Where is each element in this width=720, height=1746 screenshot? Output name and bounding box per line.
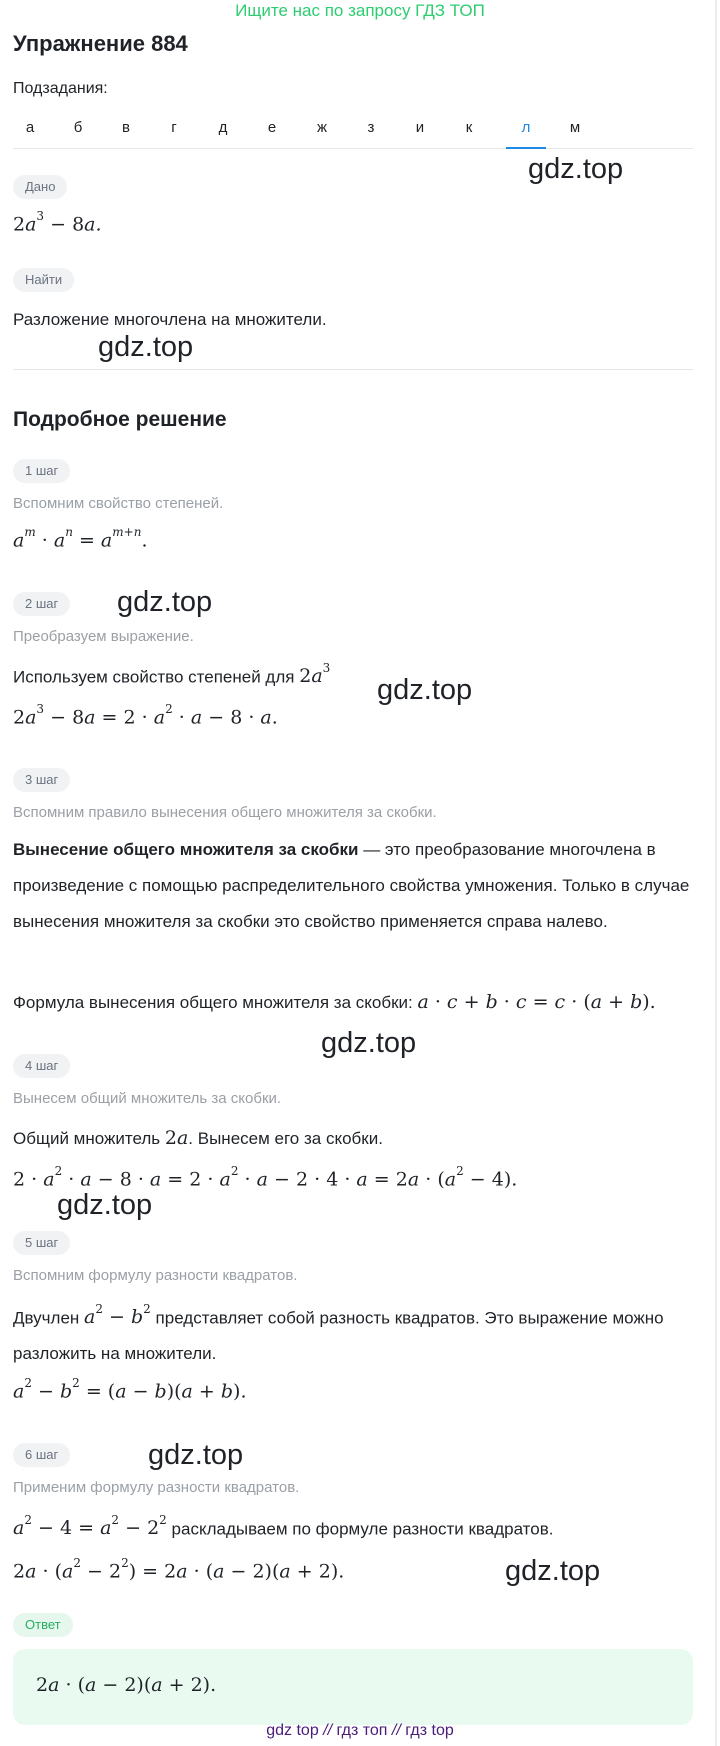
step-4-text-a: Общий множитель xyxy=(13,1129,161,1148)
step-3-term: Вынесение общего множителя за скобки xyxy=(13,840,359,859)
footer-separator: // xyxy=(391,1722,401,1739)
tab-d[interactable]: д xyxy=(218,119,228,136)
tab-g[interactable]: г xyxy=(171,119,177,136)
answer-pill: Ответ xyxy=(13,1613,73,1637)
step-6-hint: Применим формулу разности квадратов. xyxy=(13,1479,300,1496)
step-4-text xyxy=(13,1127,383,1149)
step-5-inline-math: $a^2 - b^2$ xyxy=(84,1302,151,1329)
step-6-formula: $2a \cdot (a^2 - 2^2) = 2a \cdot (a - 2)(a + 2)$. xyxy=(13,1556,345,1583)
step-2-inline-math: $2a^3$ xyxy=(299,661,331,688)
step-4-inline-math: 2a xyxy=(164,1127,189,1149)
step-5-formula: $a^2 - b^2 = (a - b)(a + b)$. xyxy=(13,1376,247,1403)
watermark: gdz.top xyxy=(148,1439,244,1471)
step-6-inline-math: $a^2 - 4 = a^2 - 2^2$ xyxy=(13,1513,167,1540)
watermark: gdz.top xyxy=(377,674,473,706)
answer-formula: 2a · (a − 2)(a + 2). xyxy=(36,1674,217,1696)
step-2-formula: $2a^3 - 8a = 2 \cdot a^2 \cdot a - 8 \cdot a$. xyxy=(13,702,278,729)
find-text: Разложение многочлена на множители. xyxy=(13,310,327,329)
search-banner[interactable]: Ищите нас по запросу ГДЗ ТОП xyxy=(235,1,485,20)
tab-i[interactable]: и xyxy=(415,119,425,136)
step-3-formula: a · c + b · c = c · (a + b). xyxy=(417,991,656,1013)
divider xyxy=(13,369,693,370)
step-2-hint: Преобразуем выражение. xyxy=(13,628,194,645)
subtask-tabs xyxy=(13,117,693,149)
watermark: gdz.top xyxy=(321,1027,417,1059)
step-3-hint: Вспомним правило вынесения общего множителя за скобки. xyxy=(13,804,437,821)
page-title: Упражнение 884 xyxy=(13,31,188,56)
tab-v[interactable]: в xyxy=(122,119,130,136)
step-3-definition xyxy=(13,832,693,940)
step-1-formula: $a^m \cdot a^n = a^{m+n}$. xyxy=(13,525,148,552)
step-1-hint: Вспомним свойство степеней. xyxy=(13,495,224,512)
step-5-text-a: Двучлен xyxy=(13,1308,80,1328)
tab-k[interactable]: к xyxy=(465,119,473,136)
step-6-text xyxy=(13,1513,554,1540)
tab-b[interactable]: б xyxy=(73,119,83,136)
step-2-text-label: Используем свойство степеней для xyxy=(13,667,295,687)
watermark: gdz.top xyxy=(528,153,624,185)
step-2-text xyxy=(13,661,331,688)
step-3-pill: 3 шаг xyxy=(13,768,70,792)
step-4-text-b: . Вынесем его за скобки. xyxy=(188,1129,383,1148)
scrollbar[interactable] xyxy=(715,0,717,1746)
subtasks-label: Подзадания: xyxy=(13,80,108,97)
given-pill: Дано xyxy=(13,175,67,199)
step-3-definition-text: — это преобразование многочлена в произведение с помощью распределительного свойства умножения. Только в случае вынесения множителя за скобки это свойство применяется справа налево. xyxy=(13,840,690,931)
watermark: gdz.top xyxy=(98,331,194,363)
step-4-formula: $2 \cdot a^2 \cdot a - 8 \cdot a = 2 \cdot a^2 \cdot a - 2 \cdot 4 \cdot a = 2a \cdot (a^2 - 4)$. xyxy=(13,1164,518,1191)
active-tab-indicator xyxy=(506,147,546,149)
step-6-pill: 6 шаг xyxy=(13,1443,70,1467)
watermark: gdz.top xyxy=(505,1555,601,1587)
footer-link-gdz-top[interactable]: gdz top xyxy=(266,1722,319,1739)
step-6-text-label: раскладываем по формуле разности квадратов. xyxy=(171,1519,554,1539)
step-3-formula-line xyxy=(13,991,656,1013)
footer-link-gdz-top-mixed[interactable]: гдз top xyxy=(405,1722,454,1739)
step-5-text-b: представляет собой разность квадратов. Это выражение можно разложить на множители. xyxy=(13,1308,664,1364)
step-1-pill: 1 шаг xyxy=(13,459,70,483)
watermark: gdz.top xyxy=(57,1189,153,1221)
find-pill: Найти xyxy=(13,268,74,292)
solution-title: Подробное решение xyxy=(13,408,227,431)
tab-l[interactable]: л xyxy=(521,119,531,136)
step-4-hint: Вынесем общий множитель за скобки. xyxy=(13,1090,282,1107)
step-5-hint: Вспомним формулу разности квадратов. xyxy=(13,1267,298,1284)
step-5-text xyxy=(13,1294,693,1372)
footer-link-gdz-top-ru[interactable]: гдз топ xyxy=(336,1722,388,1739)
tab-a[interactable]: а xyxy=(25,119,35,136)
tab-zh[interactable]: ж xyxy=(316,119,328,136)
answer-box xyxy=(13,1649,693,1725)
given-expression: $2a^3 - 8a$. xyxy=(13,209,102,236)
tab-e[interactable]: е xyxy=(267,119,277,136)
step-2-pill: 2 шаг xyxy=(13,592,70,616)
step-3-formula-label: Формула вынесения общего множителя за скобки: xyxy=(13,993,413,1012)
footer-links xyxy=(0,1722,720,1740)
tab-z[interactable]: з xyxy=(367,119,375,136)
step-4-pill: 4 шаг xyxy=(13,1054,70,1078)
tab-m[interactable]: м xyxy=(569,119,581,136)
step-5-pill: 5 шаг xyxy=(13,1231,70,1255)
footer-separator: // xyxy=(323,1722,333,1739)
watermark: gdz.top xyxy=(117,586,213,618)
